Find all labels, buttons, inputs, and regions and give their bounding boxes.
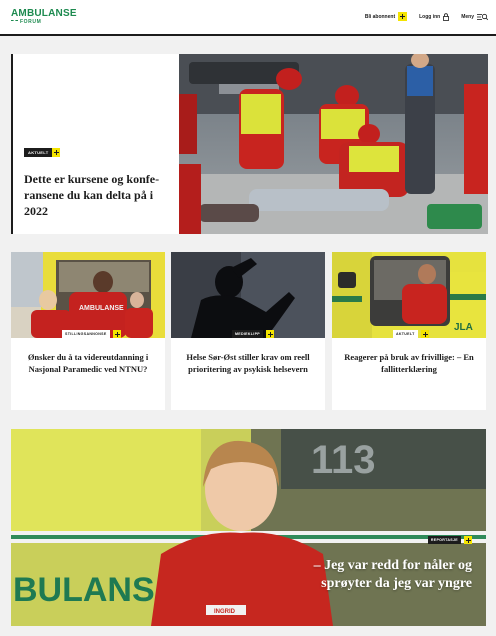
header-nav (353, 12, 488, 21)
lock-icon (443, 13, 449, 21)
card-3-tag[interactable] (393, 330, 429, 338)
card-2-tag[interactable] (232, 330, 274, 338)
article-card-3[interactable] (332, 252, 486, 410)
site-header (0, 0, 496, 36)
feature-vehicle-text: BULANS (13, 571, 155, 609)
card-1-vehicle-text: AMBULANSE (79, 305, 124, 312)
hero-headline[interactable]: Dette er kursene og konferansene du kan delta på i 2022 (24, 172, 160, 218)
card-1-tag[interactable] (62, 330, 121, 338)
menu-button[interactable] (461, 13, 488, 21)
feature-tag[interactable] (428, 536, 472, 544)
logo-wordmark-bottom: FORUM (11, 19, 77, 25)
feature-vehicle-number: 113 (311, 438, 376, 482)
card-1-headline[interactable]: Ønsker du å ta videreutdanning i Nasjonal Paramedic ved NTNU? (27, 352, 149, 374)
plus-icon (52, 148, 60, 157)
card-3-vehicle-text: JLA (454, 322, 473, 333)
card-1-tag-label: STILLINGSANNONSE (62, 330, 110, 338)
card-2-tag-label: MEDIEKLIPP (232, 330, 263, 338)
menu-search-icon (477, 13, 488, 21)
hero-category-label: AKTUELT (24, 148, 52, 157)
login-button[interactable] (419, 13, 449, 21)
card-1-image[interactable] (11, 252, 165, 338)
feature-name-badge: INGRID (214, 609, 235, 615)
hero-text (24, 141, 169, 219)
subscribe-label: Bli abonnent (364, 13, 396, 20)
feature-article[interactable] (11, 429, 486, 626)
card-3-tag-label: AKTUELT (393, 330, 418, 338)
login-label: Logg inn (419, 13, 441, 20)
plus-icon (398, 12, 407, 21)
ambulance-driver-photo (332, 252, 486, 338)
plus-icon (421, 330, 429, 338)
plus-icon (266, 330, 274, 338)
ambulance-crew-photo (11, 252, 165, 338)
hero-image[interactable] (179, 54, 488, 234)
hero-article[interactable] (11, 54, 486, 234)
feature-tag-label: REPORTASJE (428, 536, 461, 544)
menu-label: Meny (461, 13, 474, 20)
silhouette-photo (171, 252, 325, 338)
feature-image (11, 429, 486, 626)
card-3-image[interactable] (332, 252, 486, 338)
card-3-headline[interactable]: Reagerer på bruk av frivillige: – En fallitterklæring (344, 352, 474, 374)
subscribe-button[interactable] (365, 12, 407, 21)
plus-icon (113, 330, 121, 338)
article-card-1[interactable] (11, 252, 165, 410)
card-2-image[interactable] (171, 252, 325, 338)
logo-wordmark-top: AMBULANSE (11, 8, 77, 19)
card-2-headline[interactable]: Helse Sør-Øst stiller krav om reell prioritering av psykisk helsevern (186, 352, 310, 374)
hero-category-tag[interactable] (24, 148, 60, 157)
site-logo[interactable] (11, 9, 77, 25)
paramedics-training-photo (179, 54, 488, 234)
article-card-2[interactable] (171, 252, 325, 410)
plus-icon (464, 536, 472, 544)
feature-headline[interactable]: – Jeg var redd for nåler og sprøyter da jeg var yngre (313, 558, 472, 591)
